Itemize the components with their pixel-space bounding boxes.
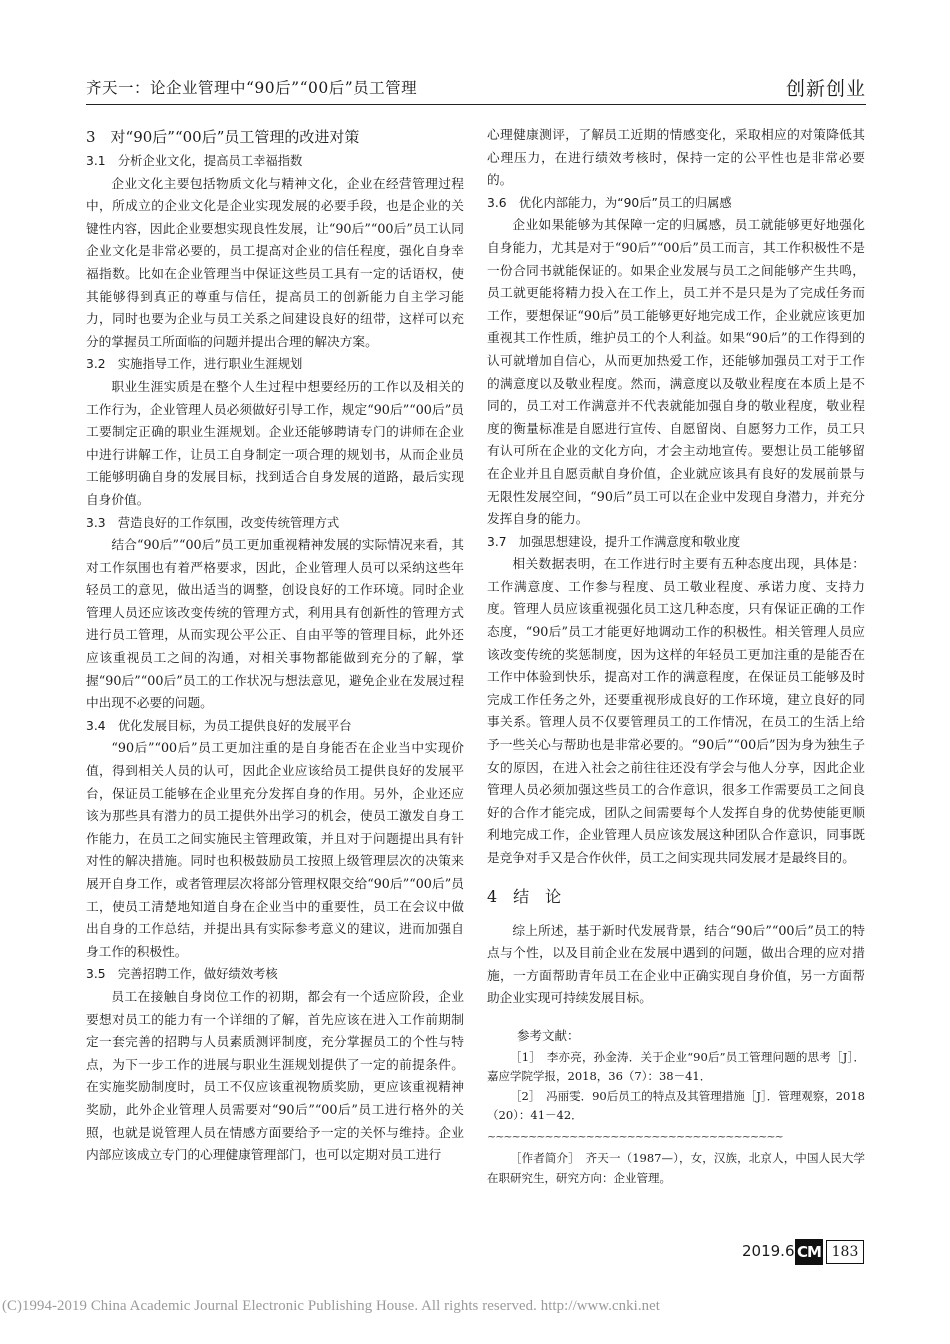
page-footer: [742, 1237, 866, 1267]
references-title: 参考文献：: [517, 1027, 580, 1043]
section-3-title: 3 对“90后”“00后”员工管理的改进对策: [86, 128, 360, 146]
journal-logo-icon: CM: [795, 1239, 823, 1265]
right-column: [487, 124, 865, 1188]
author-bio: ［作者简介］ 齐天一（1987—），女，汉族，北京人，中国人民大学在职研究生，研究方向：企业管理。: [487, 1150, 865, 1185]
section-3-3-title: 3.3 营造良好的工作氛围，改变传统管理方式: [86, 515, 340, 530]
section-3-6-title: 3.6 优化内部能力，为“90后”员工的归属感: [487, 195, 732, 210]
section-3-5-paragraph-continued: 心理健康测评，了解员工近期的情感变化，采取相应的对策降低其心理压力，在进行绩效考核时，保持一定的公平性也是非常必要的。: [487, 127, 865, 188]
section-3-4-paragraph: “90后”“00后”员工更加注重的是自身能否在企业当中实现价值，得到相关人员的认可，因此企业应该给员工提供良好的发展平台，保证员工能够在企业里充分发挥自身的作用。另外，企业还应该为那些具有潜力的员工提供外出学习的机会，使员工激发自身工作能力，在员工之间实施民主管理政策，并且对于问题提出具有针对性的解决措施。同时也积极鼓励员工按照上级管理层次的决策来展开自身工作，或者管理层次将部分管理权限交给“90后”“00后”员工，使员工清楚地知道自身在企业当中的重要性，员工在会议中做出自身的工作总结，并提出具有实际参考意义的建议，进而加强自身工作的积极性。: [86, 740, 464, 959]
references: [487, 1024, 865, 1188]
section-3-6-paragraph: 企业如果能够为其保障一定的归属感，员工就能够更好地强化自身能力，尤其是对于“90后”“00后”员工而言，其工作积极性不是一份合同书就能保证的。如果企业发展与员工之间能够产生共鸣，员工就更能将精力投入在工作上，员工并不是只是为了完成任务而工作，要想保证“90后”员工能够更好地完成工作，企业就应该更加重视其工作性质，维护员工的个人利益。如果“90后”的工作得到的认可就增加自信心，从而更加热爱工作，还能够加强员工对于工作的满意度以及敬业程度。然而，满意度以及敬业程度在本质上是不同的，员工对工作满意并不代表就能加强自身的敬业程度，敬业程度的衡量标准是自愿进行宣传、自愿留岗、自愿努力工作，员工只有认可所在企业的文化方向，才会主动地宣传。要想让员工能够留在企业并且自愿贡献自身价值，企业就应该具有良好的发展前景与无限性发展空间，“90后”员工可以在企业中发现自身潜力，并充分发挥自身的能力。: [487, 217, 865, 527]
section-3-5-paragraph: 员工在接触自身岗位工作的初期，都会有一个适应阶段，企业要想对员工的能力有一个详细的了解，首先应该在进入工作前期制定一套完善的招聘与人员素质测评制度，充分掌握员工的个性与特点，为下一步工作的进展与职业生涯规划提供了一定的前提条件。在实施奖励制度时，员工不仅应该重视物质奖励，更应该重视精神奖励，此外企业管理人员需要对“90后”“00后”员工进行格外的关照，也就是说管理人员在情感方面要给予一定的关怀与维持。企业内部应该成立专门的心理健康管理部门，也可以定期对员工进行: [86, 988, 464, 1163]
issue-date: 2019.6: [742, 1242, 795, 1260]
copyright-line: (C)1994-2019 China Academic Journal Electronic Publishing House. All rights reserved. http://www.cnki.net: [2, 1298, 661, 1314]
section-3-1-paragraph: 企业文化主要包括物质文化与精神文化，企业在经营管理过程中，所成立的企业文化是企业实现发展的必要手段，也是企业的关键性内容，因此企业要想实现良性发展，让“90后”“00后”员工认同企业文化是非常必要的，员工提高对企业的信任程度，强化自身幸福指数。比如在企业管理当中保证这些员工具有一定的话语权，使其能够得到真正的尊重与信任，提高员工的创新能力自主学习能力，同时也要为企业与员工关系之间建设良好的纽带，这样可以充分的掌握员工所面临的问题并提出合理的解决方案。: [86, 175, 464, 349]
reference-item-2: ［2］ 冯丽雯．90后员工的特点及其管理措施［J］．管理观察，2018（20）：41－42．: [487, 1088, 865, 1123]
header-title: 齐天一：论企业管理中“90后”“00后”员工管理: [86, 79, 418, 97]
section-3-1-title: 3.1 分析企业文化，提高员工幸福指数: [86, 154, 303, 168]
page-number: 183: [826, 1240, 864, 1264]
header-rule: [86, 104, 866, 105]
section-3-5-title: 3.5 完善招聘工作，做好绩效考核: [86, 967, 278, 982]
section-3-4-title: 3.4 优化发展目标，为员工提供良好的发展平台: [86, 718, 352, 733]
section-3-3-paragraph: 结合“90后”“00后”员工更加重视精神发展的实际情况来看，其对工作氛围也有着严格要求，因此，企业管理人员可以采纳这些年轻员工的意见，做出适当的调整，创设良好的工作环境。同时企业管理人员还应该改变传统的管理方式，利用具有创新性的管理方式进行员工管理，从而实现公平公正、自由平等的管理目标，此外还应该重视员工之间的沟通，对相关事物都能做到充分的了解，掌握“90后”“00后”员工的工作状况与想法意见，避免企业在发展过程中出现不必要的问题。: [86, 537, 464, 711]
section-3-2-title: 3.2 实施指导工作，进行职业生涯规划: [86, 357, 303, 372]
section-3-7-paragraph: 相关数据表明，在工作进行时主要有五种态度出现，具体是：工作满意度、工作参与程度、员工敬业程度、承诺力度、支持力度。管理人员应该重视强化员工这几种态度，只有保证正确的工作态度，“90后”员工才能更好地调动工作的积极性。相关管理人员应该改变传统的奖惩制度，因为这样的年轻员工更加注重的是能否在工作中体验到快乐，提高对工作的满意程度，在保证员工能够及时完成工作任务之外，还要重视形成良好的工作环境，建立良好的同事关系。管理人员不仅要管理员工的工作情况，在员工的生活上给予一些关心与帮助也是非常必要的。“90后”“00后”因为身为独生子女的原因，在进入社会之前往往还没有学会与他人分享，因此企业管理人员必须加强这些员工的合作意识，很多工作需要员工之间良好的合作才能完成，团队之间需要每个人发挥自身的优势使能更顺利地完成工作，企业管理人员应该发展这种团队合作意识，同事既是竞争对手又是合作伙伴，员工之间实现共同发展才是最终目的。: [487, 556, 865, 865]
left-column: [86, 124, 464, 1167]
section-4-title: 4 结 论: [487, 886, 562, 906]
reference-item-1: ［1］ 李亦亮，孙金涛．关于企业“90后”员工管理问题的思考［J］．嘉应学院学报，2018，36（7）：38－41．: [487, 1049, 865, 1084]
section-3-2-paragraph: 职业生涯实质是在整个人生过程中想要经历的工作以及相关的工作行为，企业管理人员必须做好引导工作，规定“90后”“00后”员工要制定正确的职业生涯规划。企业还能够聘请专门的讲师在企业中进行讲解工作，让员工自身制定一项合理的规划书，从而企业员工能够明确自身的发展目标，找到适合自身发展的道路，最后实现自身价值。: [86, 378, 464, 507]
running-header: [86, 74, 866, 104]
header-journal-section: 创新创业: [785, 78, 866, 100]
section-3-7-title: 3.7 加强思想建设，提升工作满意度和敬业度: [487, 534, 741, 549]
wave-divider: ~~~~~~~~~~~~~~~~~~~~~~~~~~~~~~~~~~~~: [487, 1129, 783, 1143]
section-4-paragraph: 综上所述，基于新时代发展背景，结合“90后”“00后”员工的特点与个性，以及目前企业在发展中遇到的问题，做出合理的应对措施，一方面帮助青年员工在企业中正确实现自身价值，另一方面帮助企业实现可持续发展目标。: [487, 922, 865, 1006]
